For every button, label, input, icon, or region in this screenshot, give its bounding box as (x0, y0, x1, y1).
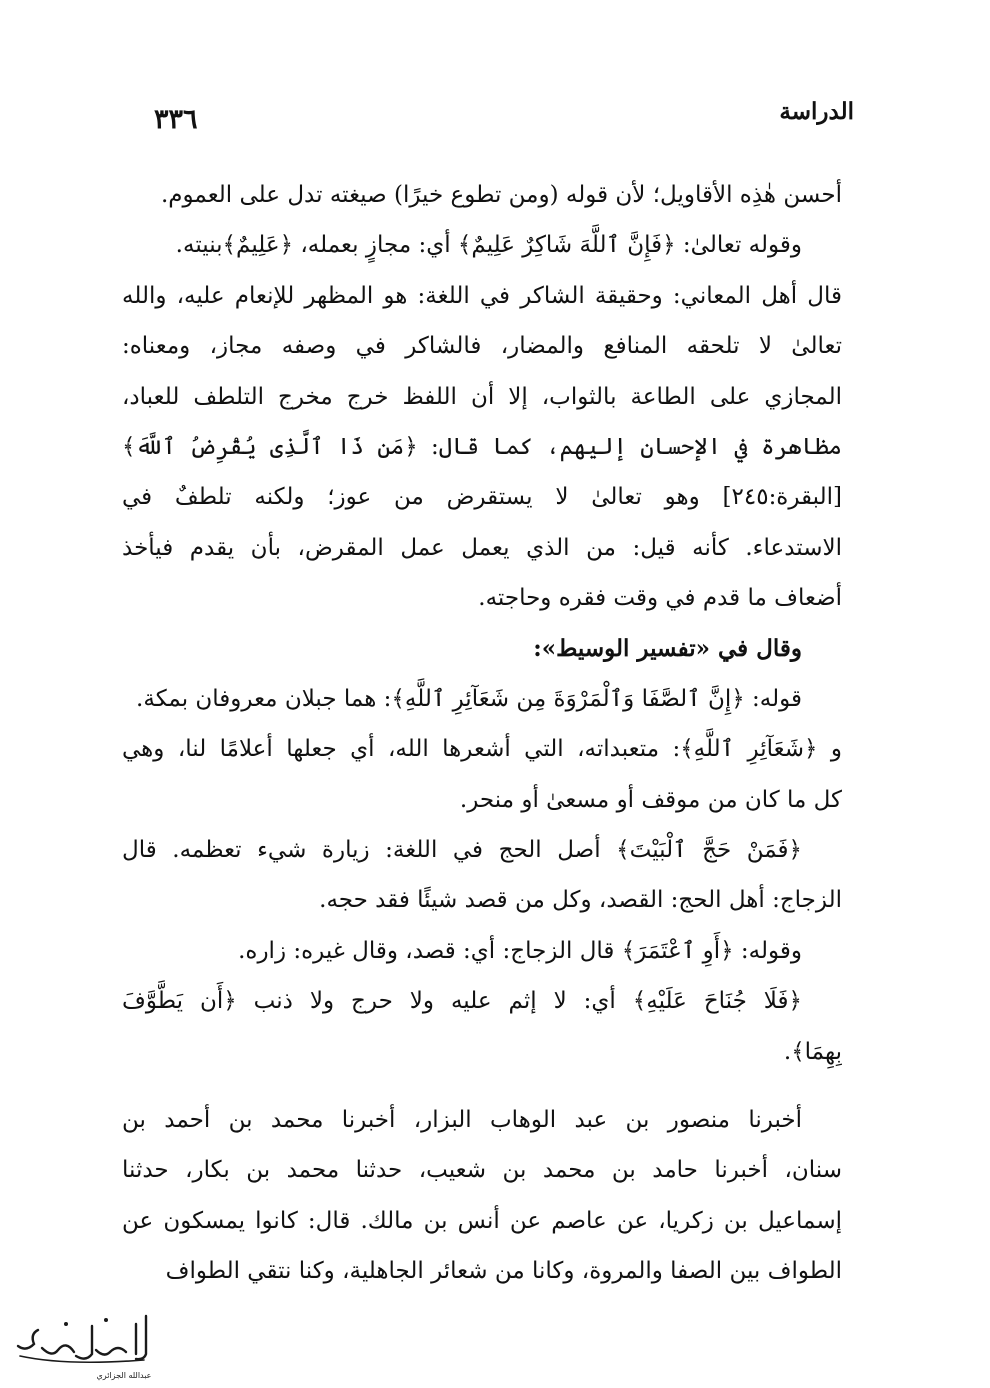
paragraph (122, 220, 842, 270)
text-line: إسماعيل بن زكريا، عن عاصم عن أنس بن مالك. قال: كانوا يمسكون عن (122, 1207, 842, 1234)
text-line: وقوله: ﴿أَوِ ٱعْتَمَرَ﴾ قال الزجاج: أي: قصد، وقال غيره: زاره. (238, 937, 802, 964)
text-line: قال أهل المعاني: وحقيقة الشاكر في اللغة: هو المظهر للإنعام عليه، والله (122, 282, 842, 309)
logo-watermark (6, 1304, 156, 1384)
paragraph (122, 825, 842, 926)
page-header (128, 92, 862, 135)
text-line: بِهِمَا﴾. (783, 1038, 842, 1065)
body-text (122, 170, 842, 1297)
text-line: الطواف بين الصفا والمروة، وكانا من شعائر الجاهلية، وكنا نتقي الطواف (165, 1258, 842, 1285)
text-line: المجازي على الطاعة بالثواب، إلا أن اللفظ خرج مخرج التلطف للعباد، (122, 383, 842, 410)
paragraph (122, 724, 842, 825)
text-line: أضعاف ما قدم في وقت فقره وحاجته. (478, 585, 842, 612)
text-line: قوله: ﴿إِنَّ ٱلصَّفَا وَٱلْمَرْوَةَ مِن شَعَآئِرِ ٱللَّهِ﴾: هما جبلان معروفان بمكة. (136, 685, 802, 712)
text-line: أحسن هٰذِه الأقاويل؛ لأن قوله (ومن تطوع خيرًا) صيغته تدل على العموم. (160, 182, 842, 208)
text-line: الزجاج: أهل الحج: القصد، وكل من قصد شيئًا فقد حجه. (319, 887, 842, 914)
text-line: مظاهرة في الإحسان إليهم، كما قال: ﴿مَن ذَا ٱلَّذِى يُقْرِضُ ٱللَّهَ﴾ (122, 433, 842, 460)
text-line: وقوله تعالىٰ: ﴿فَإِنَّ ٱللَّهَ شَاكِرٌ عَلِيمٌ﴾ أي: مجازٍ بعمله، ﴿عَلِيمٌ﴾بنيته. (175, 232, 802, 259)
text-line: كل ما كان من موقف أو مسعىٰ أو منحر. (459, 786, 842, 813)
text-line: ﴿فَمَنْ حَجَّ ٱلْبَيْتَ﴾ أصل الحج في اللغة: زيارة شيء تعظمه. قال (122, 837, 802, 864)
text-line: أخبرنا منصور بن عبد الوهاب البزار، أخبرنا محمد بن أحمد بن (122, 1107, 802, 1134)
text-line: تعالىٰ لا تلحقه المنافع والمضار، فالشاكر في وصفه مجاز، ومعناه: (122, 333, 842, 360)
text-line: الاستدعاء. كأنه قيل: من الذي يعمل عمل المقرض، بأن يقدم فيأخذ (122, 534, 842, 561)
text-line: وقال في «تفسير الوسيط»: (533, 634, 802, 662)
svg-text:عبدالله الجزائري: عبدالله الجزائري (96, 1371, 152, 1380)
running-head: الدراسة (779, 98, 854, 125)
paragraph (122, 674, 842, 724)
text-line: سنان، أخبرنا حامد بن محمد بن شعيب، حدثنا محمد بن بكار، حدثنا (122, 1157, 842, 1184)
page-number: ٣٣٦ (154, 104, 198, 135)
text-line: و ﴿شَعَآئِرِ ٱللَّهِ﴾: متعبداته، التي أشعرها الله، أي جعلها أعلامًا لنا، وهي (122, 736, 842, 763)
paragraph (122, 624, 842, 674)
paragraph (122, 271, 842, 624)
text-line: ﴿فَلَا جُنَاحَ عَلَيْهِ﴾ أي: لا إثم عليه ولا حرج ولا ذنب ﴿أَن يَطَّوَّفَ (122, 988, 802, 1015)
paragraph (122, 926, 842, 976)
paragraph (122, 1095, 842, 1297)
paragraph-gap (122, 1077, 842, 1095)
text-line: [البقرة:٢٤٥] وهو تعالىٰ لا يستقرض من عوز؛ ولكنه تلطفٌ في (122, 484, 842, 511)
paragraph (122, 170, 842, 220)
paragraph (122, 976, 842, 1077)
